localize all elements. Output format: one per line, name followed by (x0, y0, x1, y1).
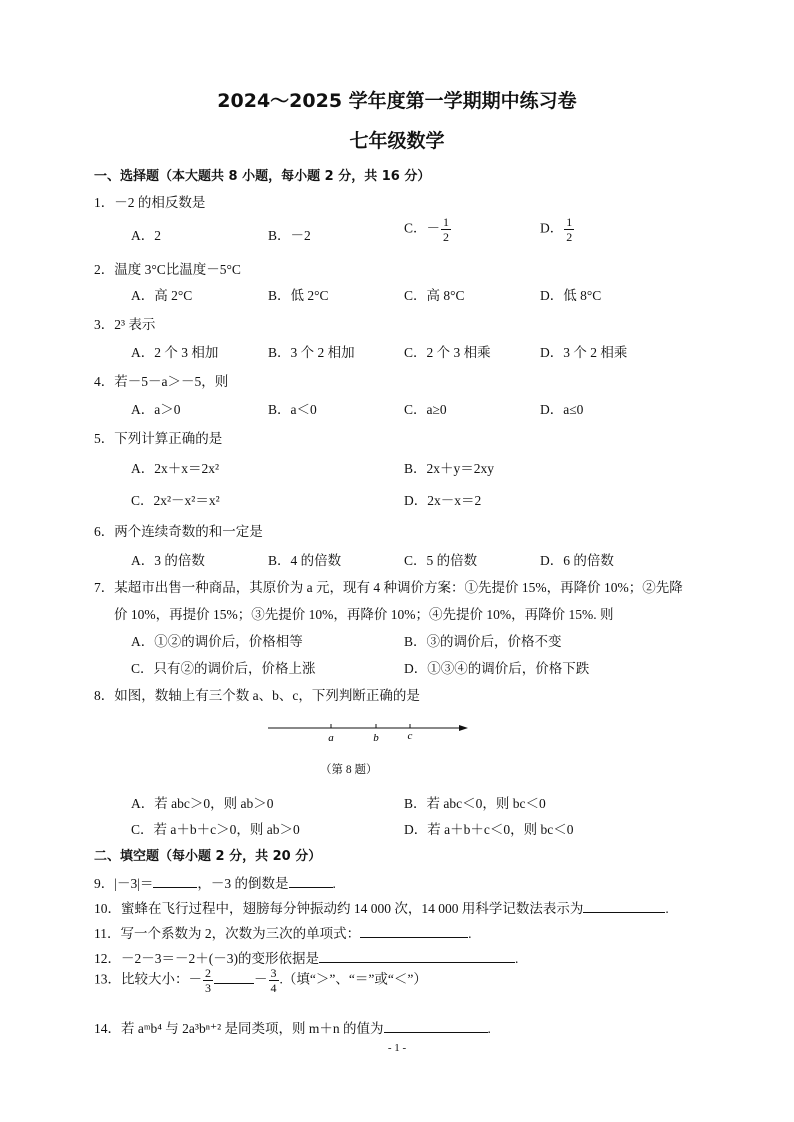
arrow-right-icon (459, 725, 468, 731)
question-4-stem: 4．若－5－a＞－5，则 (94, 374, 229, 389)
fraction-numerator: 3 (270, 966, 277, 980)
question-4-option-c: C．a≥0 (404, 402, 447, 417)
question-13-minus: － (254, 971, 268, 987)
question-8-option-d: D．若 a＋b＋c＜0，则 bc＜0 (404, 822, 574, 837)
fraction-one-half (441, 216, 451, 243)
question-11-end: . (468, 926, 472, 941)
question-7-option-a: A．①②的调价后，价格相等 (131, 634, 303, 649)
question-14-end: . (487, 1021, 491, 1036)
question-1-option-c (404, 216, 452, 243)
question-8-option-b: B．若 abc＜0，则 bc＜0 (404, 796, 546, 811)
question-8-stem: 8．如图，数轴上有三个数 a、b、c，下列判断正确的是 (94, 688, 420, 703)
question-3-option-b: B．3 个 2 相加 (268, 345, 355, 360)
question-5-option-d: D．2x－x＝2 (404, 493, 482, 508)
question-13-prefix: 13．比较大小：－ (94, 971, 202, 987)
point-label-b: b (373, 732, 379, 744)
question-8-option-a: A．若 abc＞0，则 ab＞0 (131, 796, 274, 811)
question-2-option-b: B．低 2°C (268, 288, 329, 303)
fraction-three-quarters (269, 967, 279, 994)
question-9-end: . (332, 876, 336, 891)
question-10-end: . (665, 901, 669, 916)
question-6-option-c: C．5 的倍数 (404, 553, 478, 568)
fraction-two-thirds (203, 967, 213, 994)
question-12 (94, 947, 518, 967)
fraction-one-half (564, 216, 574, 243)
question-7-option-b: B．③的调价后，价格不变 (404, 634, 562, 649)
question-13-suffix: .（填“＞”、“＝”或“＜”） (279, 971, 427, 987)
question-12-end: . (515, 951, 519, 966)
question-5-option-a: A．2x＋x＝2x² (131, 461, 220, 476)
question-10-text: 10．蜜蜂在飞行过程中，翅膀每分钟振动约 14 000 次，14 000 用科学记数法表示为 (94, 901, 584, 916)
question-4-option-d: D．a≤0 (540, 402, 584, 417)
page-subtitle: 七年级数学 (349, 130, 445, 152)
question-13 (94, 967, 427, 994)
fraction-denominator: 2 (566, 230, 573, 244)
fraction-numerator: 2 (205, 966, 211, 980)
fraction-denominator: 2 (443, 230, 450, 244)
point-label-a: a (328, 732, 334, 744)
question-6-stem: 6．两个连续奇数的和一定是 (94, 524, 263, 539)
answer-blank[interactable] (319, 950, 515, 963)
question-3-option-a: A．2 个 3 相加 (131, 345, 219, 360)
page-title: 2024～2025 学年度第一学期期中练习卷 (217, 90, 577, 112)
question-1-option-b: B．－2 (268, 228, 311, 243)
question-14-text: 14．若 aᵐb⁴ 与 2a³bⁿ⁺² 是同类项，则 m＋n 的值为 (94, 1021, 384, 1036)
question-4-option-a: A．a＞0 (131, 402, 181, 417)
question-9 (94, 872, 336, 892)
question-5-stem: 5．下列计算正确的是 (94, 431, 223, 446)
question-7-stem-line2: 价 10%，再提价 15%；③先提价 10%，再降价 10%；④先提价 10%，再降价 15%. 则 (114, 607, 614, 622)
question-4-option-b: B．a＜0 (268, 402, 317, 417)
answer-blank[interactable] (153, 875, 197, 888)
figure-caption: （第 8 题） (320, 764, 378, 776)
question-3-option-d: D．3 个 2 相乘 (540, 345, 628, 360)
question-10 (94, 897, 669, 917)
question-1-stem: 1．－2 的相反数是 (94, 195, 206, 210)
section-heading-choice: 一、选择题（本大题共 8 小题，每小题 2 分，共 16 分） (94, 169, 431, 184)
fraction-denominator: 4 (270, 981, 277, 995)
answer-blank[interactable] (214, 971, 254, 984)
answer-blank[interactable] (289, 875, 333, 888)
question-2-option-d: D．低 8°C (540, 288, 602, 303)
question-14 (94, 1017, 491, 1037)
answer-blank[interactable] (384, 1020, 488, 1033)
question-3-option-c: C．2 个 3 相乘 (404, 345, 491, 360)
question-9-part2: ，－3 的倒数是 (197, 876, 289, 891)
question-9-part1: 9．|－3|＝ (94, 876, 154, 891)
question-6-option-d: D．6 的倍数 (540, 553, 614, 568)
question-7-stem-line1: 7．某超市出售一种商品，其原价为 a 元，现有 4 种调价方案：①先提价 15%，再降价 10%；②先降 (94, 580, 683, 595)
page-number: - 1 - (387, 1042, 407, 1054)
point-label-c: c (407, 730, 413, 742)
answer-blank[interactable] (583, 900, 665, 913)
question-6-option-a: A．3 的倍数 (131, 553, 205, 568)
question-6-option-b: B．4 的倍数 (268, 553, 342, 568)
question-1-option-d (540, 216, 575, 243)
option-d-prefix: D． (540, 220, 564, 236)
question-11 (94, 922, 472, 942)
question-2-option-a: A．高 2°C (131, 288, 193, 303)
answer-blank[interactable] (360, 925, 468, 938)
question-11-text: 11．写一个系数为 2，次数为三次的单项式： (94, 926, 361, 941)
question-5-option-c: C．2x²－x²＝x² (131, 493, 220, 508)
option-c-prefix: C．－ (404, 220, 441, 236)
question-2-option-c: C．高 8°C (404, 288, 465, 303)
question-5-option-b: B．2x＋y＝2xy (404, 461, 495, 476)
fraction-numerator: 1 (443, 215, 450, 229)
question-3-stem: 3．2³ 表示 (94, 317, 156, 332)
question-1-option-a: A．2 (131, 228, 161, 243)
question-8-option-c: C．若 a＋b＋c＞0，则 ab＞0 (131, 822, 300, 837)
fraction-numerator: 1 (566, 215, 573, 229)
question-7-option-c: C．只有②的调价后，价格上涨 (131, 661, 316, 676)
question-12-text: 12．－2－3＝－2＋(－3)的变形依据是 (94, 951, 319, 966)
question-7-option-d: D．①③④的调价后，价格下跌 (404, 661, 590, 676)
section-heading-fill: 二、填空题（每小题 2 分，共 20 分） (94, 849, 322, 864)
fraction-denominator: 3 (205, 981, 211, 995)
number-line-figure (260, 716, 480, 746)
question-2-stem: 2．温度 3°C比温度－5°C (94, 262, 241, 277)
